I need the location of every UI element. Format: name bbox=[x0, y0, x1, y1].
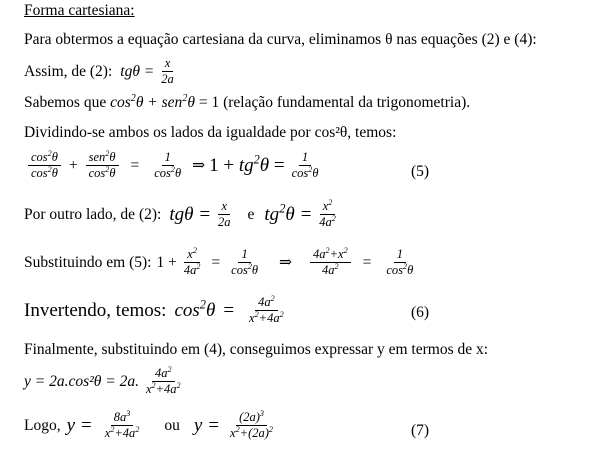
intro-paragraph: Para obtermos a equação cartesiana da curva, eliminamos θ nas equações (2) e (4): bbox=[24, 31, 537, 48]
or-word: ou bbox=[164, 416, 180, 434]
line8-prefix: Invertendo, temos: bbox=[24, 299, 167, 321]
section-title: Forma cartesiana: bbox=[24, 2, 135, 19]
y-expression: y = 2a.cos²θ = 2a. $\frac{4a^2}{x^2+4a^2}$ bbox=[24, 364, 181, 397]
line3-suffix: (relação fundamental da trigonometria). bbox=[223, 94, 471, 111]
tg-from-eq2: Assim, de (2): tgθ = $\frac{x}{2a}$ bbox=[24, 56, 174, 87]
equation-6: Invertendo, temos: $\cos^2\theta$ = $\frac{4a^2}{x^2+4a^2}$ bbox=[24, 293, 284, 326]
line10-prefix: y = 2a.cos²θ = 2a. bbox=[24, 372, 139, 390]
tg-and-tg2: Por outro lado, de (2): tgθ = $\frac{x}{2a}$ e $tg^2\theta$ = $\frac{x^2}{4a^2}$ bbox=[24, 197, 336, 230]
line7-prefix: Substituindo em (5): bbox=[24, 253, 152, 271]
final-paragraph: Finalmente, substituindo em (4), conseguimos expressar y em termos de x: bbox=[24, 341, 489, 358]
line6-prefix: Por outro lado, de (2): bbox=[24, 205, 162, 223]
substitution-in-5: Substituindo em (5): 1 + $\frac{x^2}{4a^2}$ = $\frac{1}{\cos^2\theta}$ ⇒ $\frac{4a^2+x^2}{4a^2}$ = $\frac{1}{\cos^2\theta}$ bbox=[24, 245, 414, 278]
dividing-paragraph: Dividindo-se ambos os lados da igualdade por cos²θ, temos: bbox=[24, 124, 397, 141]
line3-prefix: Sabemos que bbox=[24, 94, 107, 111]
line2-prefix: Assim, de (2): bbox=[24, 62, 113, 80]
equation-number-7: (7) bbox=[411, 422, 430, 439]
equation-number-6: (6) bbox=[411, 304, 430, 321]
equation-number-5: (5) bbox=[411, 163, 430, 180]
equation-5: $\frac{\cos^2\theta}{\cos^2\theta}$ + $\frac{sen^2\theta}{\cos^2\theta}$ = $\frac{1}{\cos^2\theta}$ ⇒ $1 + tg^2\theta$ = $\frac{1}{\cos^2\theta}$ bbox=[24, 151, 325, 180]
fundamental-relation: Sabemos que $\cos^2\theta + sen^2\theta = 1$ (relação fundamental da trigonometria). bbox=[24, 92, 471, 111]
and-word: e bbox=[247, 205, 255, 223]
line11-prefix: Logo, bbox=[24, 416, 61, 434]
equation-7: Logo, y = $\frac{8a^3}{x^2+4a^2}$ ou y = $\frac{(2a)^3}{x^2+(2a)^2}$ bbox=[24, 408, 273, 441]
